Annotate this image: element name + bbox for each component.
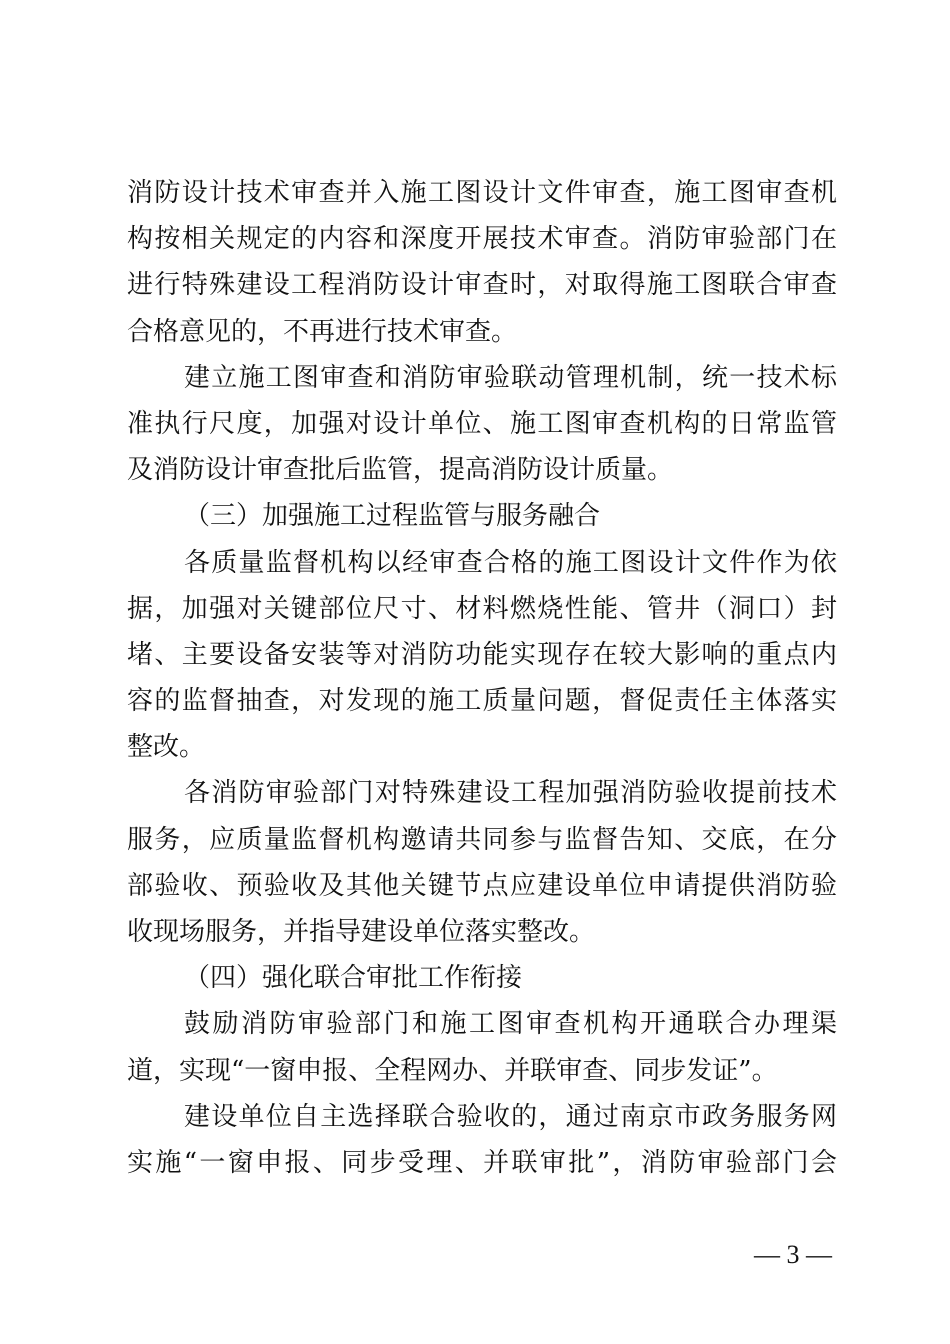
text-line: 实施“一窗申报、同步受理、并联审批”，消防审验部门会 [127,1147,837,1178]
section-heading-4: （四）强化联合审批工作衔接 [184,963,523,994]
section-heading-3: （三）加强施工过程监管与服务融合 [184,501,601,532]
text-line: 建立施工图审查和消防审验联动管理机制，统一技术标 [184,362,837,393]
text-line: 部验收、预验收及其他关键节点应建设单位申请提供消防验 [127,870,837,901]
text-line: 构按相关规定的内容和深度开展技术审查。消防审验部门在 [127,224,837,255]
text-line: 容的监督抽查，对发现的施工质量问题，督促责任主体落实 [127,686,837,717]
text-line: 各消防审验部门对特殊建设工程加强消防验收提前技术 [184,778,837,809]
text-line: 鼓励消防审验部门和施工图审查机构开通联合办理渠 [184,1009,837,1040]
text-line: 整改。 [127,732,206,763]
document-body [127,170,837,1186]
text-line: 准执行尺度，加强对设计单位、施工图审查机构的日常监管 [127,408,837,439]
text-line: 进行特殊建设工程消防设计审查时，对取得施工图联合审查 [127,270,837,301]
text-line: 消防设计技术审查并入施工图设计文件审查，施工图审查机 [127,178,837,208]
text-line: 合格意见的，不再进行技术审查。 [127,316,518,347]
text-line: 服务，应质量监督机构邀请共同参与监督告知、交底，在分 [127,824,837,855]
text-line: 据，加强对关键部位尺寸、材料燃烧性能、管井（洞口）封 [127,593,837,624]
text-line: 各质量监督机构以经审查合格的施工图设计文件作为依 [184,547,837,578]
text-line: 道，实现“一窗申报、全程网办、并联审查、同步发证”。 [127,1055,778,1086]
text-line: 建设单位自主选择联合验收的，通过南京市政务服务网 [184,1101,837,1132]
text-line: 及消防设计审查批后监管，提高消防设计质量。 [127,455,674,486]
text-line: 收现场服务，并指导建设单位落实整改。 [127,917,596,947]
text-line: 堵、主要设备安装等对消防功能实现存在较大影响的重点内 [127,639,837,670]
page-number: — 3 — [754,1240,832,1269]
